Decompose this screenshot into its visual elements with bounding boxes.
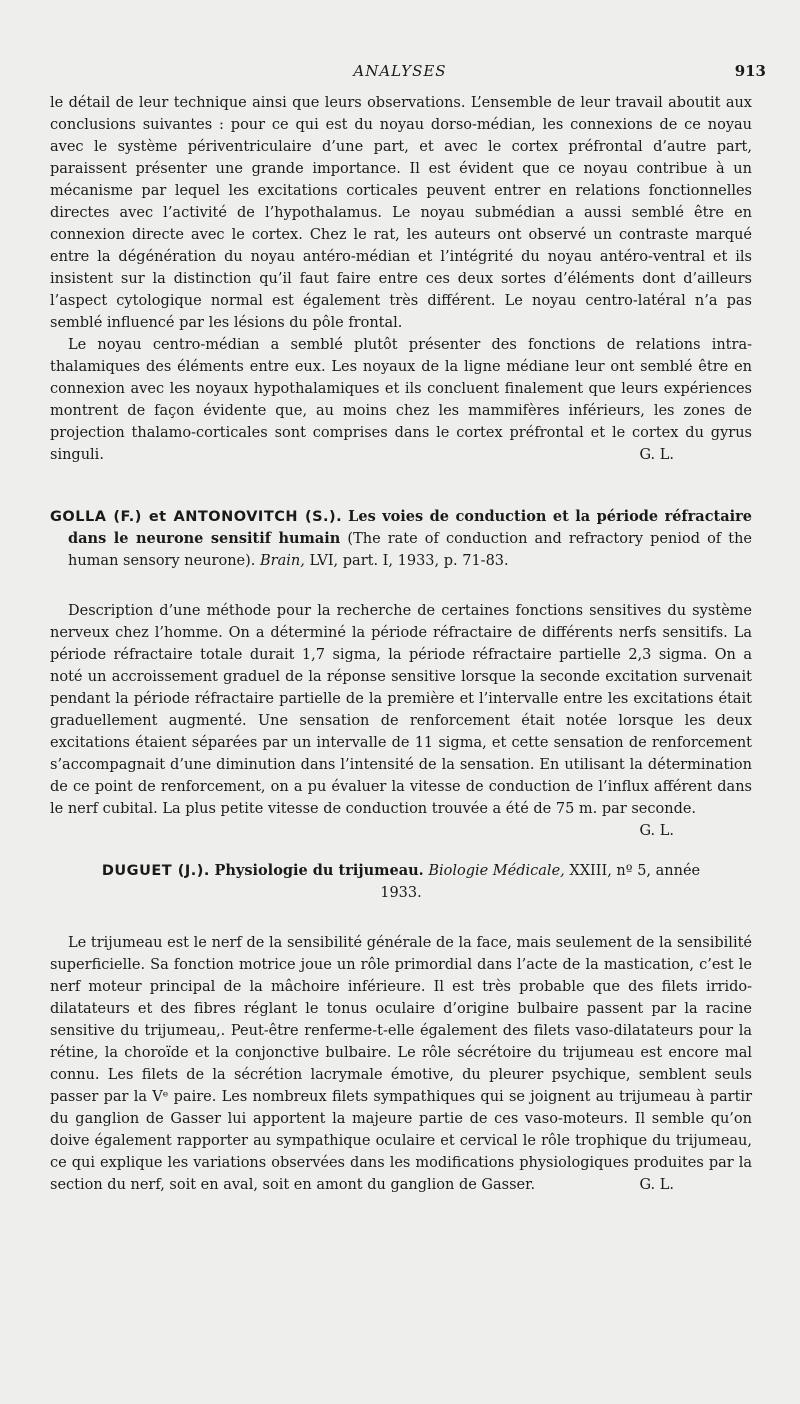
article2-citation: LVI, part. I, 1933, p. 71-83.: [309, 553, 509, 569]
article3-abstract-text: Le trijumeau est le nerf de la sensibilité générale de la face, mais seulement de la sensibilité superficielle. Sa fonction motrice joue un rôle primordial dans l’acte de la mastication, c’est le nerf moteur principal de la mâchoire inférieure. Il est très probable que des filets irrido-dilatateurs et des fibres réglant le tonus oculaire d’origine bulbaire passent par la racine sensitive du trijumeau,. Peut-être renferme-t-elle également des filets vaso-dilatateurs pour la rétine, la choroïde et la conjonctive bulbaire. Le rôle sécrétoire du trijumeau est encore mal connu. Les filets de la sécrétion lacrymale émotive, du pleurer psychique, semblent seuls passer par la Vᵉ paire. Les nombreux filets sympathiques qui se joignent au trijumeau à partir du ganglion de Gasser lui apportent la majeure partie de ces vaso-moteurs. Il semble qu’on doive également rapporter au sympathique oculaire et cervical le rôle trophique du trijumeau, ce qui explique les variations observées dans les modifications physiologiques produites par la section du nerf, soit en aval, soit en amont du ganglion de Gasser.: [50, 935, 752, 1193]
article1-paragraph-2-text: Le noyau centro-médian a semblé plutôt présenter des fonctions de relations intra-thalamiques des éléments entre eux. Les noyaux de la ligne médiane leur ont semblé être en connexion avec les noyaux hypothalamiques et ils concluent finalement que leurs expériences montrent de façon évidente que, au moins chez les mammifères inférieurs, les zones de projection thalamo-corticales sont comprises dans le cortex préfrontal et le cortex du gyrus singuli.: [50, 337, 752, 463]
article1-paragraph-1: le détail de leur technique ainsi que leurs observations. L’ensemble de leur travail aboutit aux conclusions suivantes : pour ce qui est du noyau dorso-médian, les connexions de ce noyau avec le système périventriculaire d’une part, et avec le cortex préfrontal d’autre part, paraissent présenter une grande importance. Il est évident que ce noyau contribue à un mécanisme par lequel les excitations corticales peuvent entrer en relations fonctionnelles directes avec l’activité de l’hypothalamus. Le noyau submédian a aussi semblé être en connexion directe avec le cortex. Chez le rat, les auteurs ont observé un contraste marqué entre la dégénération du noyau antéro-médian et l’intégrité du noyau antéro-ventral et ils insistent sur la distinction qu’il faut faire entre ces deux sortes d’éléments dont d’ailleurs l’aspect cytologique normal est également très différent. Le noyau centro-latéral n’a pas semblé influencé par les lésions du pôle frontal.: [50, 95, 752, 331]
article1-paragraph-2: [50, 334, 752, 466]
article3-citation: XXIII, nº 5, année 1933.: [380, 863, 701, 901]
page-header: [0, 62, 800, 84]
article2-journal: Brain,: [260, 553, 305, 569]
article2-subtitle: (The rate of conduction and refractory peniod of the human sensory neurone).: [68, 531, 752, 569]
article3-authors: DUGUET (J.).: [101, 863, 210, 879]
article3-journal: Biologie Médicale,: [428, 863, 565, 879]
article3-reference: [50, 860, 752, 904]
article3-signature: G. L.: [639, 1177, 674, 1193]
running-title: ANALYSES: [353, 62, 447, 80]
page-body: [50, 92, 752, 1196]
article2-abstract-text: Description d’une méthode pour la recherche de certaines fonctions sensitives du système nerveux chez l’homme. On a déterminé la période réfractaire de différents nerfs sensitifs. La période réfractaire totale durait 1,7 sigma, la période réfractaire partielle 2,3 sigma. On a noté un accroissement graduel de la réponse sensitive lorsque la seconde excitation survenait pendant la période réfractaire partielle de la première et l’intervalle entre les excitations était graduellement augmenté. Une sensation de renforcement était notée lorsque les deux excitations étaient séparées par un intervalle de 11 sigma, et cette sensation de renforcement s’accompagnait d’une diminution dans l’intensité de la sensation. En utilisant la détermination de ce point de renforcement, on a pu évaluer la vitesse de conduction de l’influx afférent dans le nerf cubital. La plus petite vitesse de conduction trouvée a été de 75 m. par seconde.: [50, 603, 752, 817]
article2-authors: GOLLA (F.) et ANTONOVITCH (S.).: [50, 509, 343, 525]
article2-title: Les voies de conduction et la période réfractaire dans le neurone sensitif humain: [68, 508, 752, 547]
article2-reference: [50, 506, 752, 572]
article2-signature: G. L.: [639, 823, 674, 839]
article3-title: Physiologie du trijumeau.: [214, 862, 424, 879]
article3-abstract: [50, 932, 752, 1196]
page-number: 913: [734, 62, 766, 80]
article1-signature: G. L.: [639, 447, 674, 463]
article2-abstract: [50, 600, 752, 839]
